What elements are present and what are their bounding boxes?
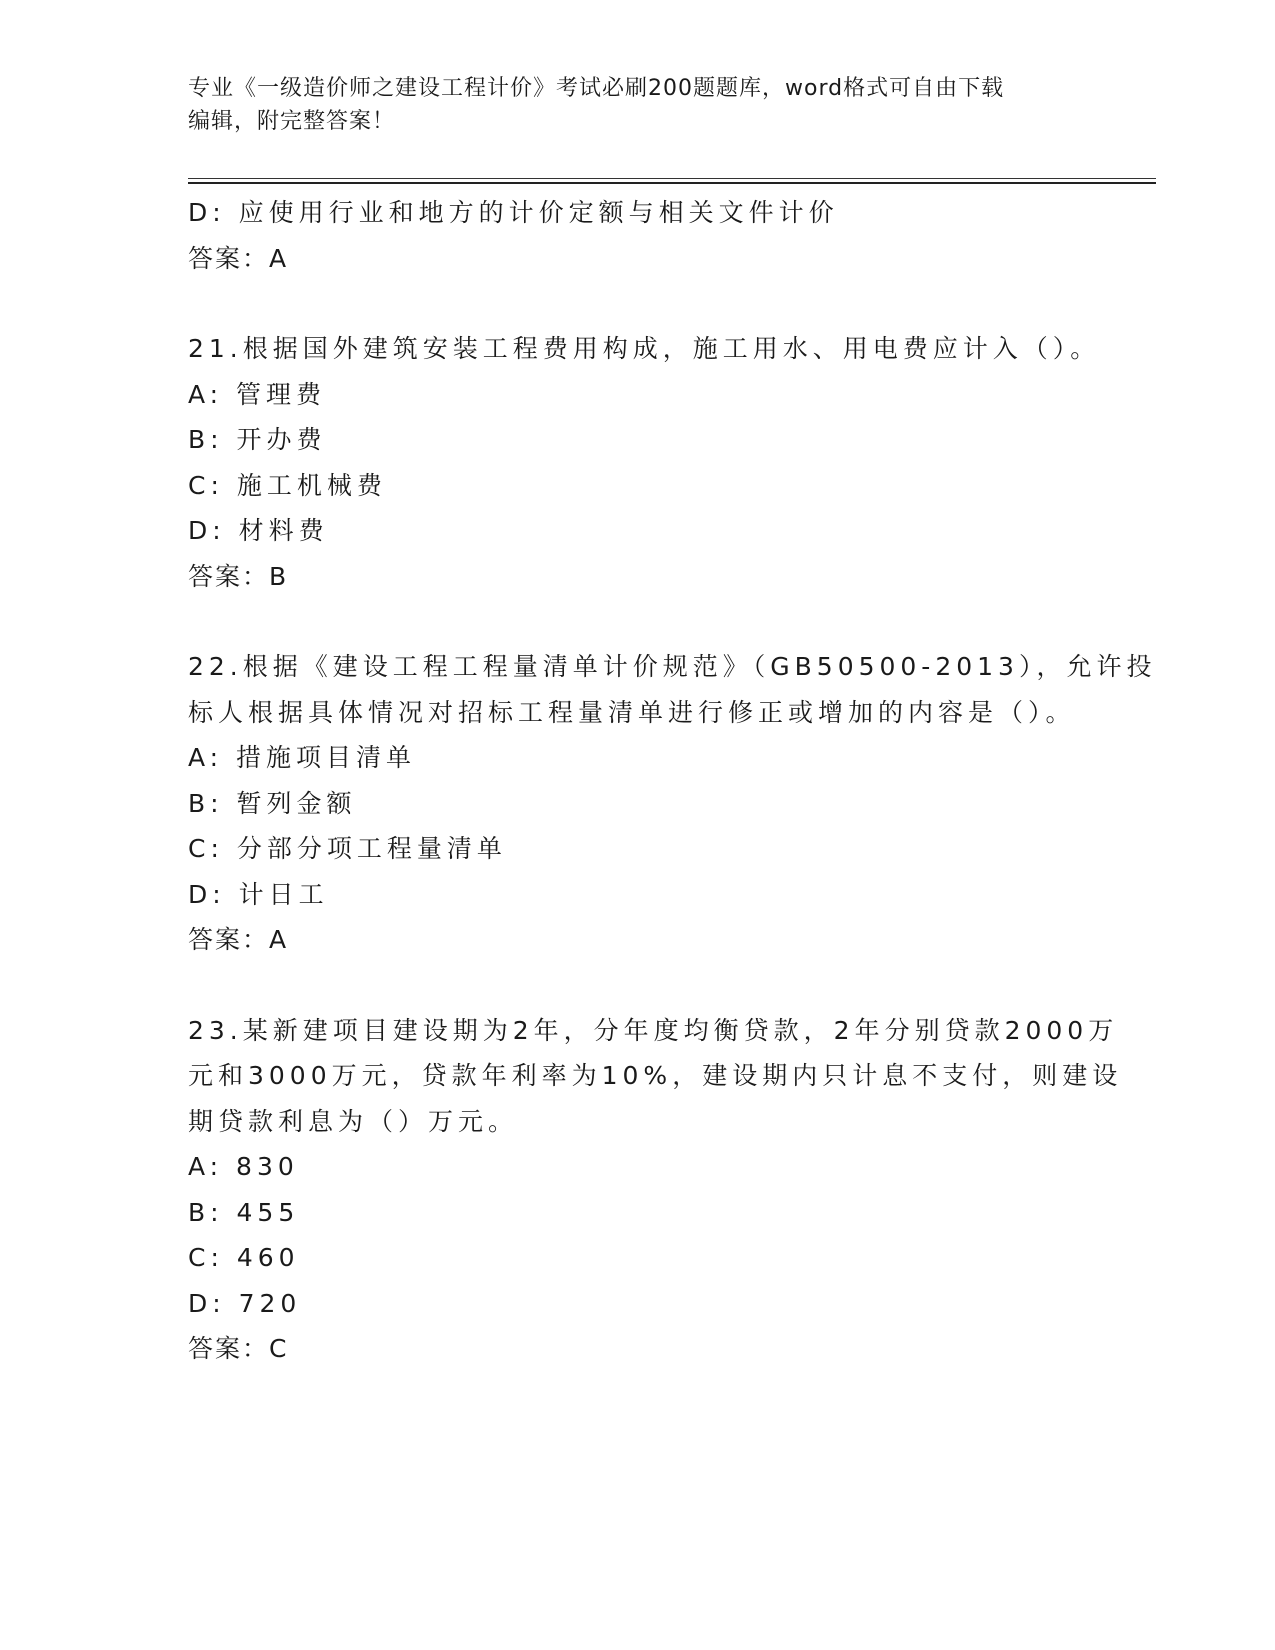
header-divider-thin [188, 178, 1156, 179]
spacer [188, 281, 1088, 326]
header-line-2: 编辑，附完整答案！ [188, 109, 396, 134]
option-a: A: 措施项目清单 [188, 743, 417, 772]
question-content [188, 190, 1157, 1372]
option-d-continued: D: 应使用行业和地方的计价定额与相关文件计价 [188, 198, 839, 227]
question-stem-line-3: 期贷款利息为（）万元。 [188, 1106, 519, 1136]
question-stem-line-2: 标人根据具体情况对招标工程量清单进行修正或增加的内容是（）。 [188, 697, 1076, 727]
option-d: D: 720 [188, 1288, 302, 1318]
question-stem-line-2: 元和3000万元，贷款年利率为10%，建设期内只计息不支付，则建设 [188, 1061, 1123, 1090]
option-d: D: 计日工 [188, 879, 329, 909]
question-stem: 21.根据国外建筑安装工程费用构成，施工用水、用电费应计入（）。 [188, 334, 1101, 363]
question-stem-line-1: 22.根据《建设工程工程量清单计价规范》（GB50500-2013），允许投 [188, 652, 1157, 681]
option-b: B: 开办费 [188, 425, 327, 454]
option-d: D: 材料费 [188, 516, 329, 545]
header-divider-thick [188, 182, 1156, 184]
document-header [188, 72, 1068, 138]
option-c: C: 分部分项工程量清单 [188, 834, 507, 863]
question-22 [188, 644, 1157, 963]
spacer [188, 599, 1088, 644]
header-line-1: 专业《一级造价师之建设工程计价》考试必刷200题题库，word格式可自由下载 [188, 76, 1005, 101]
option-a: A: 管理费 [188, 379, 327, 409]
option-c: C: 460 [188, 1243, 300, 1272]
option-c: C: 施工机械费 [188, 470, 387, 500]
spacer [188, 963, 1088, 1008]
question-23 [188, 1008, 1123, 1372]
question-21 [188, 326, 1101, 599]
option-b: B: 455 [188, 1197, 300, 1227]
option-b: B: 暂列金额 [188, 788, 357, 818]
question-stem-line-1: 23.某新建项目建设期为2年，分年度均衡贷款，2年分别贷款2000万 [188, 1015, 1119, 1045]
option-a: A: 830 [188, 1152, 299, 1181]
answer: 答案：B [188, 561, 289, 591]
answer: 答案：C [188, 1334, 289, 1363]
answer-continued: 答案：A [188, 243, 289, 273]
answer: 答案：A [188, 925, 289, 954]
